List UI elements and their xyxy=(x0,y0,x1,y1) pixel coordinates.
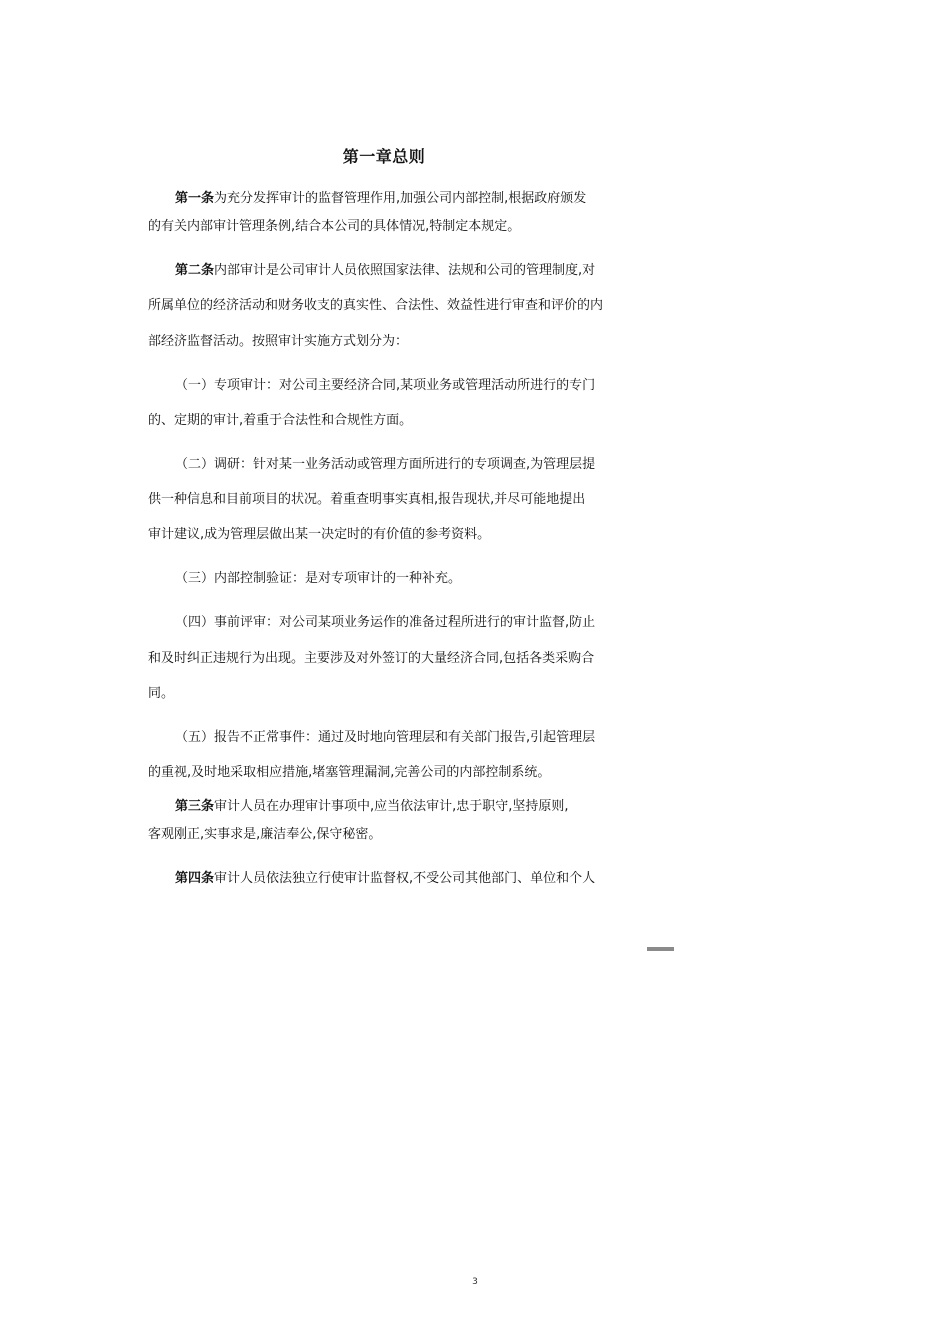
article-2-text-1: 内部审计是公司审计人员依照国家法律、法规和公司的管理制度,对 xyxy=(214,263,596,278)
article-4-label: 第四条 xyxy=(175,871,215,886)
article-3-text-1: 审计人员在办理审计事项中,应当依法审计,忠于职守,坚持原则, xyxy=(214,799,569,814)
item-4-line-1: （四）事前评审：对公司某项业务运作的准备过程所进行的审计监督,防止 xyxy=(175,615,596,630)
item-2-line-3: 审计建议,成为管理层做出某一决定时的有价值的参考资料。 xyxy=(148,527,491,542)
article-1-label: 第一条 xyxy=(175,191,215,206)
article-1-line-1 xyxy=(175,190,586,208)
item-1-line-1: （一）专项审计：对公司主要经济合同,某项业务或管理活动所进行的专门 xyxy=(175,378,596,393)
page-mark-bar xyxy=(647,947,674,951)
article-1-line-2: 的有关内部审计管理条例,结合本公司的具体情况,特制定本规定。 xyxy=(148,219,521,234)
item-2-line-2: 供一种信息和目前项目的状况。着重查明事实真相,报告现状,并尽可能地提出 xyxy=(148,492,586,507)
article-1-text-1: 为充分发挥审计的监督管理作用,加强公司内部控制,根据政府颁发 xyxy=(214,191,587,206)
article-2-line-1 xyxy=(175,262,595,280)
page-number: 3 xyxy=(472,1277,478,1287)
item-4-line-3: 同。 xyxy=(148,686,175,701)
item-5-line-1: （五）报告不正常事件：通过及时地向管理层和有关部门报告,引起管理层 xyxy=(175,730,596,745)
chapter-heading: 第一章总则 xyxy=(342,147,426,166)
article-4-text-1: 审计人员依法独立行使审计监督权,不受公司其他部门、单位和个人 xyxy=(214,871,596,886)
article-3-label: 第三条 xyxy=(175,799,215,814)
item-1-line-2: 的、定期的审计,着重于合法性和合规性方面。 xyxy=(148,413,413,428)
item-2-line-1: （二）调研：针对某一业务活动或管理方面所进行的专项调查,为管理层提 xyxy=(175,457,596,472)
item-4-line-2: 和及时纠正违规行为出现。主要涉及对外签订的大量经济合同,包括各类采购合 xyxy=(148,651,595,666)
article-4-line-1 xyxy=(175,870,595,888)
article-2-label: 第二条 xyxy=(175,263,215,278)
article-3-line-1 xyxy=(175,798,569,816)
article-2-line-3: 部经济监督活动。按照审计实施方式划分为： xyxy=(148,334,409,349)
item-3-line-1: （三）内部控制验证：是对专项审计的一种补充。 xyxy=(175,571,462,586)
article-2-line-2: 所属单位的经济活动和财务收支的真实性、合法性、效益性进行审查和评价的内 xyxy=(148,298,604,313)
item-5-line-2: 的重视,及时地采取相应措施,堵塞管理漏洞,完善公司的内部控制系统。 xyxy=(148,765,551,780)
article-3-line-2: 客观刚正,实事求是,廉洁奉公,保守秘密。 xyxy=(148,827,382,842)
